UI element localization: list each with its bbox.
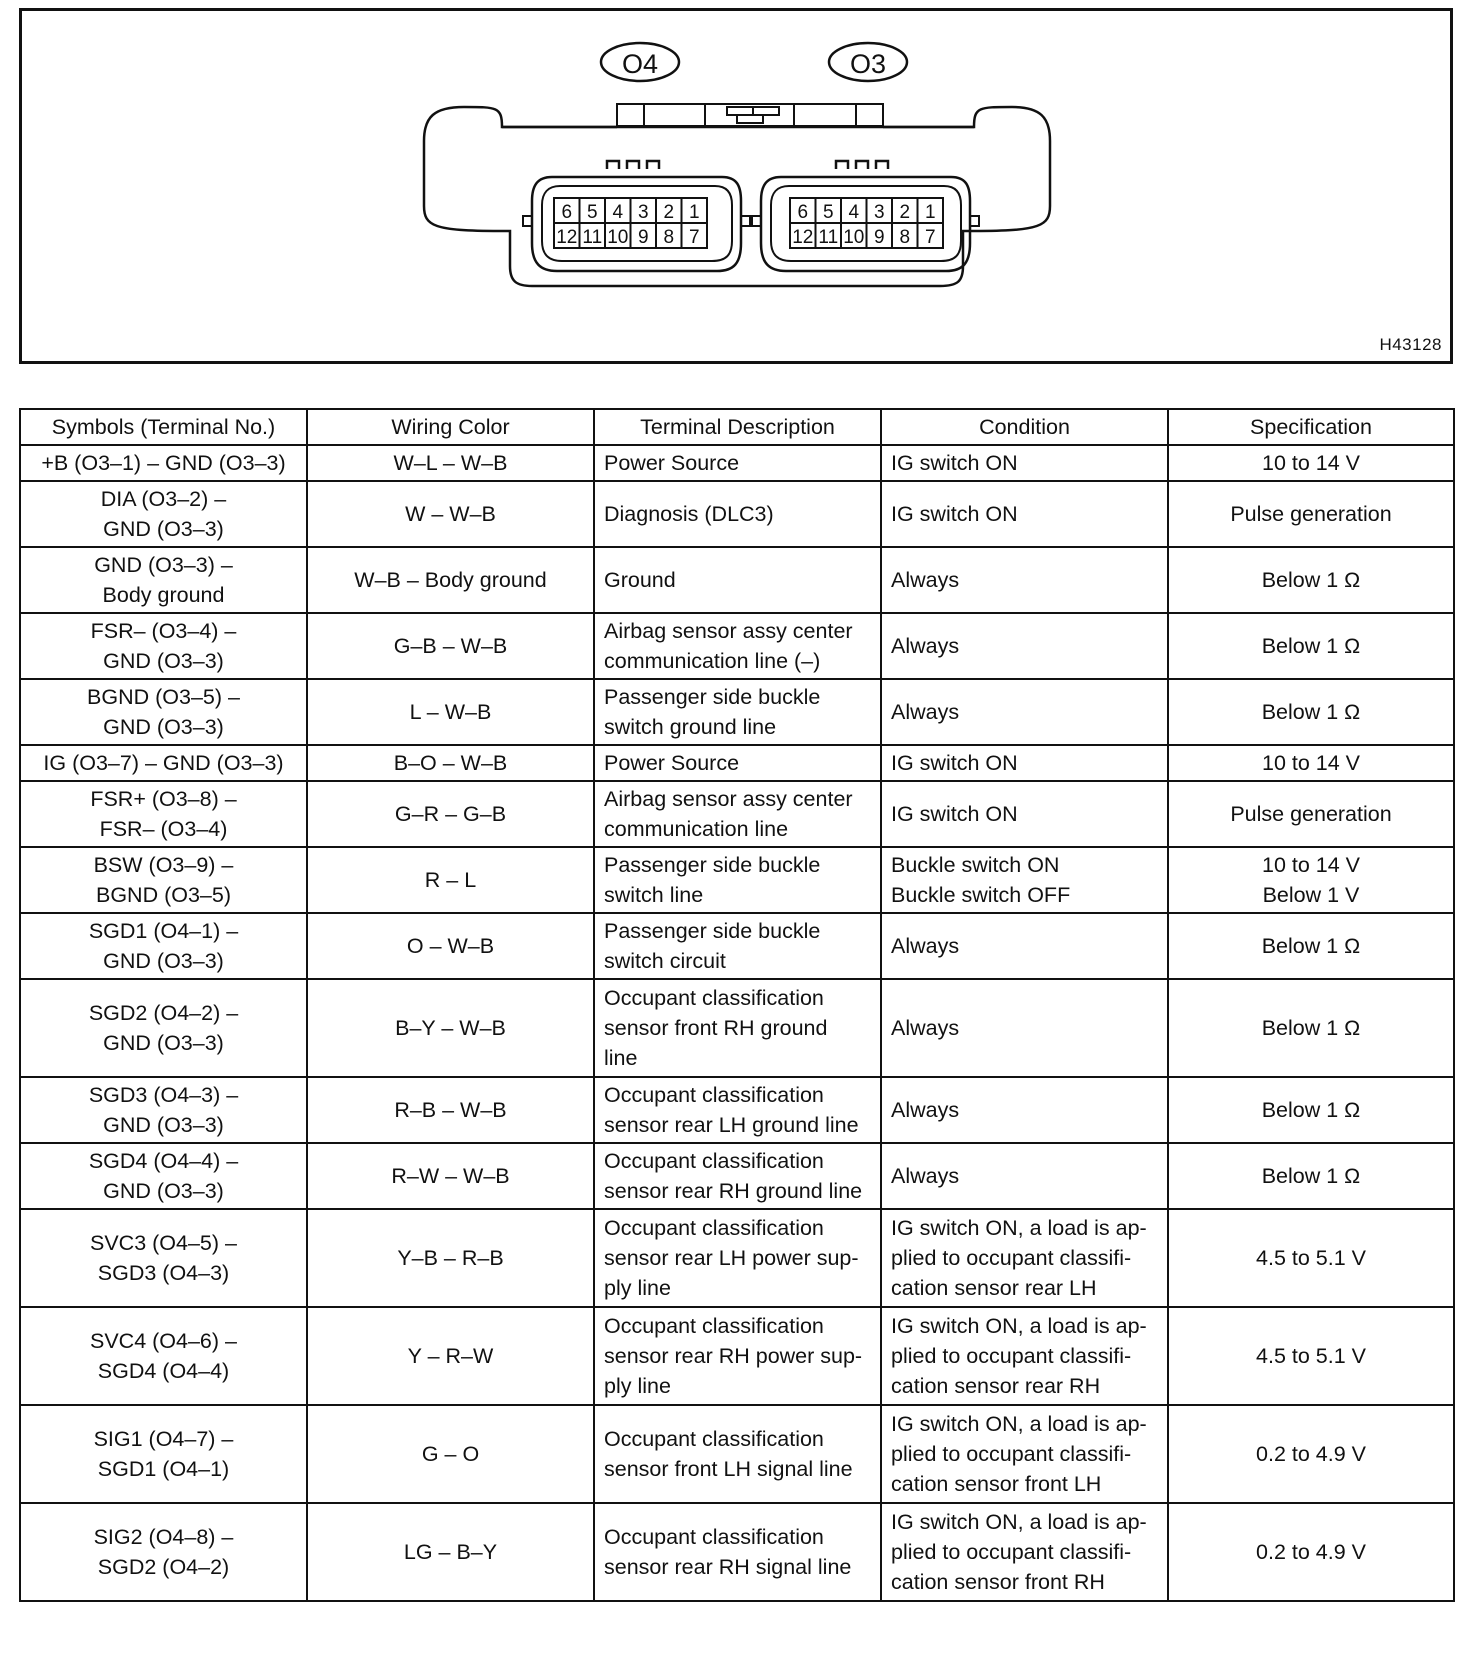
cell-condition-line: cation sensor rear RH [891, 1374, 1101, 1398]
cell-specification [1168, 745, 1454, 781]
cell-condition-line: cation sensor rear LH [891, 1276, 1097, 1300]
cell-condition-line: IG switch ON [891, 802, 1018, 826]
pin-o4-11: 11 [582, 227, 603, 248]
svg-text:O4: O4 [621, 49, 659, 79]
cell-terminal-description-line: Occupant classification [604, 1083, 824, 1107]
table-row [20, 1143, 1454, 1209]
cell-terminal-description-line: sensor rear RH power sup- [604, 1344, 863, 1368]
cell-terminal-description-line: line [604, 1046, 638, 1070]
cell-terminal-description-line: ply line [604, 1276, 671, 1300]
cell-specification [1168, 445, 1454, 481]
pin-o3-1: 1 [925, 202, 936, 223]
connector-o3 [752, 161, 979, 271]
cell-terminal-description-line: sensor rear RH signal line [604, 1555, 852, 1579]
cell-terminal-description-line: Passenger side buckle [604, 919, 821, 943]
cell-symbols [20, 445, 307, 481]
cell-condition-line: IG switch ON [891, 502, 1018, 526]
cell-wiring-color: G – O [307, 1405, 594, 1503]
pin-o4-7: 7 [689, 227, 700, 248]
table-row [20, 445, 1454, 481]
cell-terminal-description-line: sensor rear LH power sup- [604, 1246, 859, 1270]
header-symbols: Symbols (Terminal No.) [20, 409, 307, 445]
cell-specification-line: Pulse generation [1230, 502, 1392, 526]
cell-symbols-line: GND (O3–3) [103, 949, 224, 973]
cell-symbols-line: Body ground [102, 583, 225, 607]
terminal-spec-table [19, 408, 1455, 1602]
cell-symbols-line: GND (O3–3) [103, 1031, 224, 1055]
table-row [20, 1307, 1454, 1405]
pin-o3-9: 9 [874, 227, 885, 248]
cell-condition-line: cation sensor front RH [891, 1570, 1105, 1594]
cell-wiring-color: W – W–B [307, 481, 594, 547]
label-o4 [601, 43, 679, 81]
cell-symbols [20, 847, 307, 913]
table-header-row [20, 409, 1454, 445]
cell-wiring-color: G–R – G–B [307, 781, 594, 847]
cell-symbols [20, 613, 307, 679]
cell-terminal-description-line: Passenger side buckle [604, 685, 821, 709]
cell-symbols-line: SIG1 (O4–7) – [93, 1427, 234, 1451]
cell-condition-line: Always [891, 634, 960, 658]
cell-specification [1168, 781, 1454, 847]
cell-condition-line: IG switch ON [891, 451, 1018, 475]
cell-specification [1168, 979, 1454, 1077]
cell-terminal-description [594, 1503, 881, 1601]
cell-condition-line: IG switch ON, a load is ap- [891, 1314, 1147, 1338]
pin-o4-3: 3 [638, 202, 649, 223]
cell-wiring-color: Y–B – R–B [307, 1209, 594, 1307]
cell-wiring-color: R–B – W–B [307, 1077, 594, 1143]
connector-diagram [19, 8, 1453, 364]
table-row [20, 781, 1454, 847]
cell-specification [1168, 1405, 1454, 1503]
table-row [20, 1209, 1454, 1307]
cell-specification-line: 10 to 14 V [1261, 451, 1361, 475]
cell-terminal-description [594, 1077, 881, 1143]
cell-symbols-line: GND (O3–3) [103, 517, 224, 541]
cell-condition [881, 679, 1168, 745]
cell-symbols-line: DIA (O3–2) – [100, 487, 227, 511]
cell-specification [1168, 679, 1454, 745]
figure-id: H43128 [1379, 335, 1442, 354]
cell-symbols-line: FSR– (O3–4) – [90, 619, 237, 643]
cell-terminal-description [594, 1307, 881, 1405]
cell-condition-line: Always [891, 700, 960, 724]
cell-specification-line: Below 1 Ω [1261, 934, 1361, 958]
cell-terminal-description-line: sensor rear LH ground line [604, 1113, 859, 1137]
table-row [20, 1405, 1454, 1503]
cell-terminal-description-line: communication line [604, 817, 789, 841]
pin-o3-8: 8 [899, 227, 911, 248]
cell-symbols [20, 481, 307, 547]
cell-specification [1168, 547, 1454, 613]
cell-specification-line: 4.5 to 5.1 V [1256, 1246, 1366, 1270]
cell-condition-line: IG switch ON, a load is ap- [891, 1510, 1147, 1534]
cell-specification [1168, 1307, 1454, 1405]
cell-terminal-description [594, 745, 881, 781]
table-row [20, 913, 1454, 979]
cell-specification [1168, 913, 1454, 979]
pin-o4-5: 5 [587, 202, 598, 223]
cell-symbols [20, 979, 307, 1077]
header-wiring-color: Wiring Color [307, 409, 594, 445]
cell-terminal-description-line: sensor front RH ground [604, 1016, 828, 1040]
cell-specification-line: Below 1 Ω [1261, 568, 1361, 592]
cell-specification-line: Below 1 Ω [1261, 700, 1361, 724]
cell-symbols [20, 781, 307, 847]
cell-condition-line: plied to occupant classifi- [891, 1540, 1132, 1564]
table-row [20, 481, 1454, 547]
cell-symbols-line: FSR+ (O3–8) – [90, 787, 237, 811]
cell-condition-line: Always [891, 934, 960, 958]
ecu-body-outline [424, 107, 1050, 286]
cell-terminal-description-line: Ground [604, 568, 676, 592]
pin-o3-6: 6 [797, 202, 809, 223]
cell-symbols-line: SGD1 (O4–1) – [88, 919, 239, 943]
cell-condition [881, 1503, 1168, 1601]
cell-condition [881, 847, 1168, 913]
cell-condition-line: Always [891, 1164, 960, 1188]
cell-wiring-color: B–O – W–B [307, 745, 594, 781]
cell-condition-line: IG switch ON, a load is ap- [891, 1216, 1147, 1240]
cell-terminal-description-line: Occupant classification [604, 1216, 824, 1240]
cell-terminal-description [594, 481, 881, 547]
pin-o3-3: 3 [874, 202, 885, 223]
connector-drawing [22, 11, 1450, 361]
cell-symbols-line: GND (O3–3) [103, 1113, 224, 1137]
cell-condition-line: IG switch ON [891, 751, 1018, 775]
cell-specification [1168, 613, 1454, 679]
cell-specification-line: 10 to 14 V [1261, 751, 1361, 775]
cell-wiring-color: R – L [307, 847, 594, 913]
table-row [20, 613, 1454, 679]
cell-condition [881, 1209, 1168, 1307]
cell-symbols-line: GND (O3–3) – [94, 553, 233, 577]
cell-symbols-line: FSR– (O3–4) [99, 817, 228, 841]
cell-condition-line: Always [891, 1098, 960, 1122]
cell-symbols [20, 547, 307, 613]
cell-symbols-line: SGD3 (O4–3) – [88, 1083, 239, 1107]
cell-specification-line: 0.2 to 4.9 V [1256, 1540, 1366, 1564]
cell-condition-line: plied to occupant classifi- [891, 1344, 1132, 1368]
pin-o3-2: 2 [899, 202, 911, 223]
cell-terminal-description-line: Occupant classification [604, 1149, 824, 1173]
label-o3 [829, 43, 907, 81]
cell-specification-line: 10 to 14 V [1261, 853, 1361, 877]
cell-condition [881, 613, 1168, 679]
cell-wiring-color: W–B – Body ground [307, 547, 594, 613]
cell-symbols [20, 1405, 307, 1503]
pin-o4-10: 10 [607, 227, 629, 248]
pin-o4-12: 12 [556, 227, 578, 248]
cell-symbols-line: SGD3 (O4–3) [97, 1261, 230, 1285]
cell-condition-line: Always [891, 568, 960, 592]
cell-terminal-description-line: switch circuit [604, 949, 726, 973]
cell-symbols [20, 913, 307, 979]
cell-terminal-description [594, 781, 881, 847]
cell-condition-line: Buckle switch ON [891, 853, 1060, 877]
cell-wiring-color: L – W–B [307, 679, 594, 745]
pin-o4-2: 2 [663, 202, 675, 223]
cell-terminal-description [594, 679, 881, 745]
table-row [20, 1077, 1454, 1143]
cell-terminal-description-line: communication line (–) [604, 649, 821, 673]
table-row [20, 745, 1454, 781]
header-condition: Condition [881, 409, 1168, 445]
pin-o3-10: 10 [843, 227, 865, 248]
cell-condition-line: plied to occupant classifi- [891, 1442, 1132, 1466]
cell-symbols-line: SVC3 (O4–5) – [90, 1231, 237, 1255]
cell-specification [1168, 481, 1454, 547]
pin-o3-12: 12 [792, 227, 814, 248]
cell-symbols-line: BGND (O3–5) – [87, 685, 240, 709]
cell-specification-line: Below 1 Ω [1261, 1016, 1361, 1040]
cell-terminal-description-line: ply line [604, 1374, 671, 1398]
cell-symbols [20, 1143, 307, 1209]
cell-terminal-description [594, 1143, 881, 1209]
cell-specification-line: 4.5 to 5.1 V [1256, 1344, 1366, 1368]
cell-symbols-line: IG (O3–7) – GND (O3–3) [43, 751, 284, 775]
cell-terminal-description-line: Power Source [604, 751, 740, 775]
cell-condition [881, 913, 1168, 979]
pin-o4-9: 9 [638, 227, 649, 248]
cell-symbols-line: SGD4 (O4–4) [97, 1359, 230, 1383]
table-row [20, 547, 1454, 613]
cell-condition-line: IG switch ON, a load is ap- [891, 1412, 1147, 1436]
cell-condition [881, 745, 1168, 781]
svg-text:O3: O3 [849, 49, 887, 79]
cell-wiring-color: Y – R–W [307, 1307, 594, 1405]
cell-terminal-description [594, 445, 881, 481]
cell-terminal-description-line: Airbag sensor assy center [604, 619, 853, 643]
cell-symbols-line: SIG2 (O4–8) – [93, 1525, 234, 1549]
cell-condition [881, 445, 1168, 481]
cell-condition [881, 979, 1168, 1077]
cell-terminal-description [594, 847, 881, 913]
cell-terminal-description-line: Occupant classification [604, 1314, 824, 1338]
cell-specification [1168, 1143, 1454, 1209]
cell-symbols-line: SGD1 (O4–1) [97, 1457, 230, 1481]
cell-symbols [20, 1503, 307, 1601]
cell-symbols-line: SGD2 (O4–2) [97, 1555, 230, 1579]
cell-terminal-description-line: Passenger side buckle [604, 853, 821, 877]
cell-condition [881, 481, 1168, 547]
cell-symbols-line: SVC4 (O4–6) – [90, 1329, 237, 1353]
pin-o4-8: 8 [663, 227, 675, 248]
table-row [20, 1503, 1454, 1601]
cell-condition [881, 547, 1168, 613]
cell-symbols [20, 1209, 307, 1307]
pin-o4-6: 6 [561, 202, 573, 223]
cell-condition [881, 1405, 1168, 1503]
header-specification: Specification [1168, 409, 1454, 445]
header-terminal-description: Terminal Description [594, 409, 881, 445]
cell-terminal-description [594, 613, 881, 679]
cell-specification [1168, 847, 1454, 913]
cell-terminal-description-line: Diagnosis (DLC3) [604, 502, 774, 526]
cell-wiring-color: B–Y – W–B [307, 979, 594, 1077]
cell-specification-line: Below 1 Ω [1261, 1164, 1361, 1188]
cell-condition [881, 1307, 1168, 1405]
cell-symbols [20, 679, 307, 745]
pin-o4-4: 4 [612, 202, 624, 223]
cell-symbols-line: GND (O3–3) [103, 649, 224, 673]
cell-terminal-description-line: sensor front LH signal line [604, 1457, 853, 1481]
cell-specification-line: Pulse generation [1230, 802, 1392, 826]
cell-symbols-line: BSW (O3–9) – [93, 853, 234, 877]
cell-condition-line: Always [891, 1016, 960, 1040]
cell-specification [1168, 1209, 1454, 1307]
cell-symbols-line: SGD4 (O4–4) – [88, 1149, 239, 1173]
table-body [20, 445, 1454, 1601]
pin-o4-1: 1 [689, 202, 700, 223]
cell-specification-line: Below 1 Ω [1261, 1098, 1361, 1122]
pin-o3-7: 7 [925, 227, 936, 248]
cell-specification-line: 0.2 to 4.9 V [1256, 1442, 1366, 1466]
cell-specification [1168, 1503, 1454, 1601]
cell-terminal-description-line: Airbag sensor assy center [604, 787, 853, 811]
cell-symbols-line: BGND (O3–5) [95, 883, 231, 907]
pin-o3-4: 4 [848, 202, 860, 223]
cell-symbols-line: +B (O3–1) – GND (O3–3) [41, 451, 286, 475]
table-row [20, 979, 1454, 1077]
cell-specification [1168, 1077, 1454, 1143]
ecu-latch [617, 104, 883, 126]
cell-specification-line: Below 1 V [1262, 883, 1360, 907]
table-row [20, 847, 1454, 913]
cell-terminal-description [594, 979, 881, 1077]
cell-condition [881, 781, 1168, 847]
cell-terminal-description-line: Power Source [604, 451, 740, 475]
cell-wiring-color: LG – B–Y [307, 1503, 594, 1601]
cell-condition-line: plied to occupant classifi- [891, 1246, 1132, 1270]
cell-terminal-description-line: switch ground line [604, 715, 777, 739]
pin-o3-5: 5 [823, 202, 834, 223]
cell-wiring-color: R–W – W–B [307, 1143, 594, 1209]
cell-symbols [20, 745, 307, 781]
cell-symbols-line: SGD2 (O4–2) – [88, 1001, 239, 1025]
cell-wiring-color: W–L – W–B [307, 445, 594, 481]
cell-terminal-description-line: switch line [604, 883, 704, 907]
cell-symbols-line: GND (O3–3) [103, 715, 224, 739]
cell-condition-line: Buckle switch OFF [891, 883, 1071, 907]
cell-symbols [20, 1307, 307, 1405]
cell-condition [881, 1077, 1168, 1143]
cell-terminal-description [594, 1405, 881, 1503]
cell-terminal-description-line: Occupant classification [604, 1427, 824, 1451]
cell-symbols-line: GND (O3–3) [103, 1179, 224, 1203]
cell-symbols [20, 1077, 307, 1143]
cell-terminal-description [594, 547, 881, 613]
table-row [20, 679, 1454, 745]
cell-terminal-description-line: Occupant classification [604, 1525, 824, 1549]
cell-terminal-description-line: sensor rear RH ground line [604, 1179, 863, 1203]
cell-specification-line: Below 1 Ω [1261, 634, 1361, 658]
cell-condition [881, 1143, 1168, 1209]
cell-wiring-color: O – W–B [307, 913, 594, 979]
cell-condition-line: cation sensor front LH [891, 1472, 1102, 1496]
cell-wiring-color: G–B – W–B [307, 613, 594, 679]
cell-terminal-description [594, 913, 881, 979]
cell-terminal-description-line: Occupant classification [604, 986, 824, 1010]
pin-o3-11: 11 [818, 227, 839, 248]
cell-terminal-description [594, 1209, 881, 1307]
connector-o4 [523, 161, 750, 271]
